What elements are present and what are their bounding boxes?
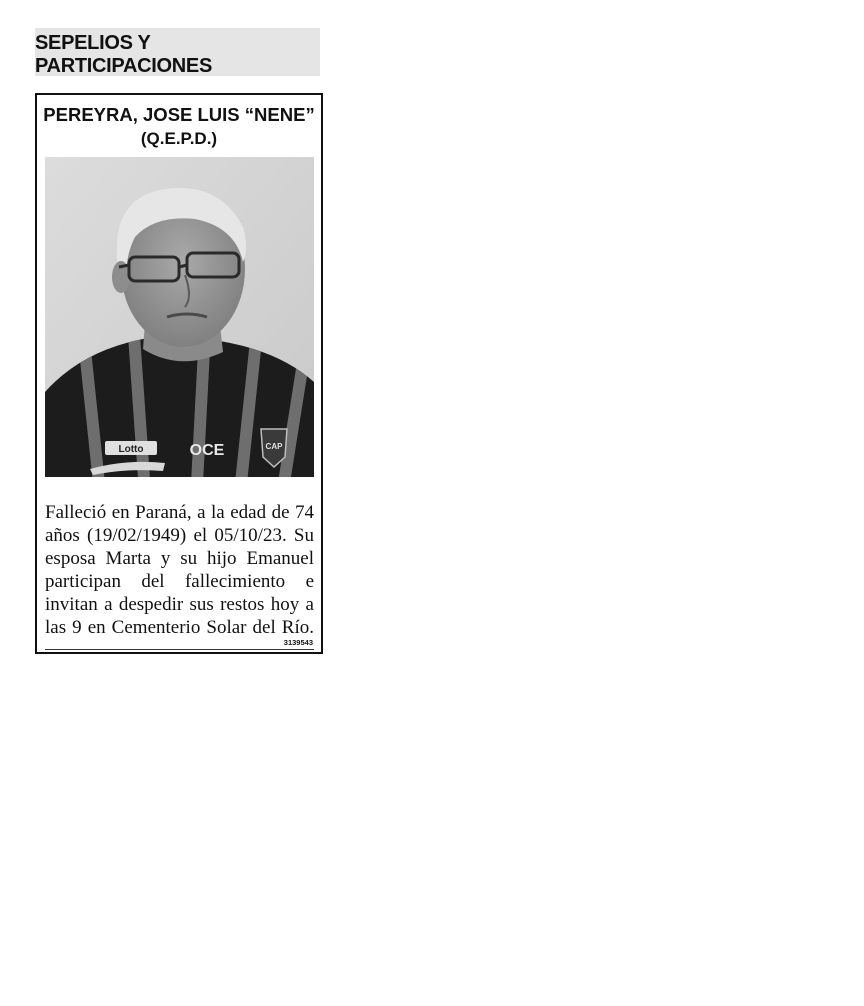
qepd-label: (Q.E.P.D.) bbox=[140, 129, 218, 148]
obituary-notice bbox=[35, 93, 323, 654]
section-header bbox=[35, 28, 320, 76]
section-title-line1: SEPELIOS Y bbox=[35, 32, 151, 54]
notice-body: Falleció en Paraná, a la edad de 74 años (19/02/1949) el 05/10/23. Su esposa Marta y su hijo Emanuel participan del fallecimiento e invitan a despedir sus restos hoy a las 9 en Cementerio Solar del Río. bbox=[45, 502, 314, 638]
section-title-line2: PARTICIPACIONES bbox=[35, 55, 212, 77]
jersey-crest-text: CAP bbox=[265, 442, 283, 451]
deceased-name: PEREYRA, JOSE LUIS “NENE” bbox=[43, 104, 315, 125]
ad-code: 3139543 bbox=[283, 638, 313, 647]
section-title bbox=[35, 28, 320, 78]
jersey-brand-text: Lotto bbox=[118, 444, 144, 455]
bottom-rule bbox=[45, 649, 314, 650]
jersey-sponsor-text: OCE bbox=[189, 442, 225, 459]
deceased-photo bbox=[45, 157, 314, 477]
